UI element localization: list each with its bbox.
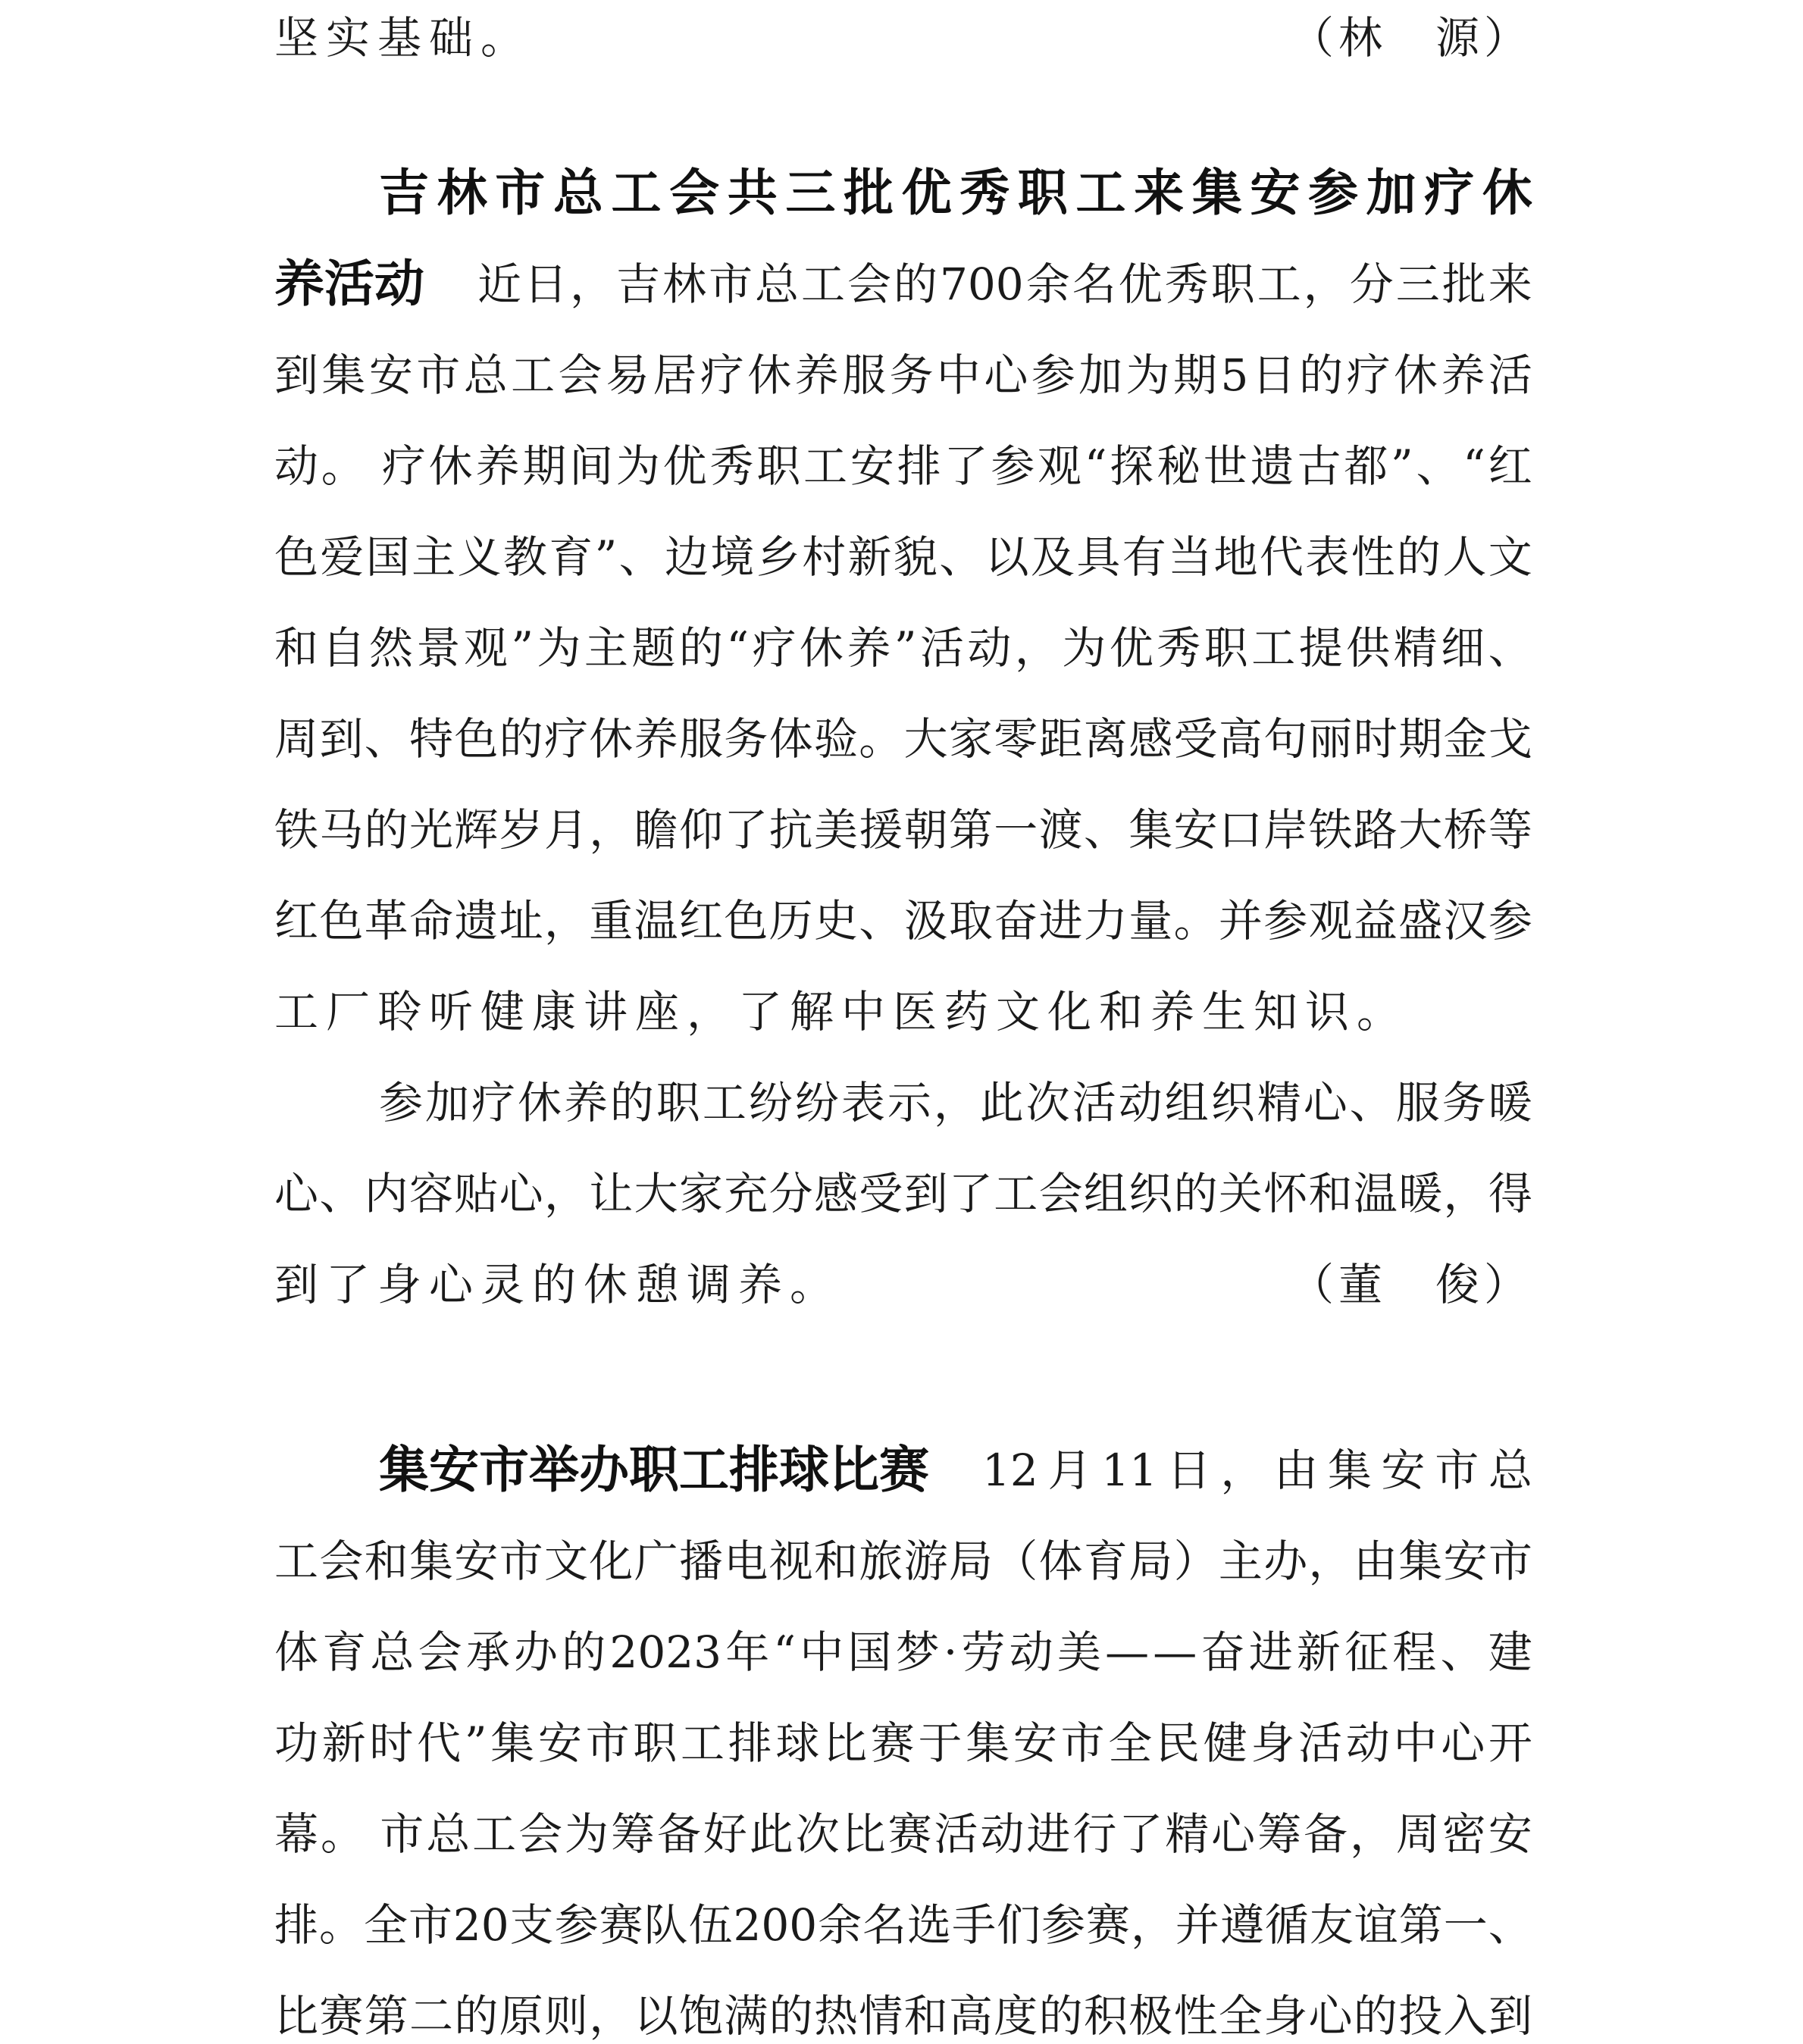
- body-line: 工厂聆听健康讲座，了解中医药文化和养生知识。: [274, 986, 1409, 1038]
- body-line: 心 、 内 容 贴 心 ， 让 大 家 充 分 感 受 到 了 工 会 组 织 的 关 怀 和 温 暖 ， 得: [274, 1168, 1532, 1219]
- body-line: 工 会 和 集 安 市 文 化 广 播 电 视 和 旅 游 局 （ 体 育 局 ） 主 办 ， 由 集 安 市: [274, 1535, 1532, 1587]
- body-line: 和 自 然 景 观 ” 为 主 题 的 “ 疗 休 养 ” 活 动 ， 为 优 秀 职 工 提 供 精 细 、: [274, 622, 1532, 674]
- document-page: [274, 0, 1532, 2044]
- body-line: 铁 马 的 光 辉 岁 月 ， 瞻 仰 了 抗 美 援 朝 第 一 渡 、 集 安 口 岸 铁 路 大 桥 等: [274, 804, 1532, 856]
- body-line: 幕 。 市 总 工 会 为 筹 备 好 此 次 比 赛 活 动 进 行 了 精 心 筹 备 ， 周 密 安: [274, 1808, 1532, 1860]
- article-title-line: [379, 1440, 1532, 1501]
- body-line: 比 赛 第 二 的 原 则 ， 以 饱 满 的 热 情 和 高 度 的 积 极 性 全 身 心 的 投 入 到: [274, 1990, 1532, 2042]
- article-tail-line: 坚实基础。: [274, 12, 533, 64]
- article-title-line-2: [274, 254, 1532, 315]
- article-title: 集安市举办职工排球比赛: [379, 1441, 929, 1499]
- body-line: 周 到 、 特 色 的 疗 休 养 服 务 体 验 。 大 家 零 距 离 感 受 高 句 丽 时 期 金 戈: [274, 713, 1532, 765]
- body-line: 动 。 疗 休 养 期 间 为 优 秀 职 工 安 排 了 参 观 “ 探 秘 世 遗 古 都 ” 、 “ 红: [274, 440, 1532, 492]
- body-line: 功 新 时 代 ” 集 安 市 职 工 排 球 比 赛 于 集 安 市 全 民 健 身 活 动 中 心 开: [274, 1717, 1532, 1769]
- body-line: 排 。 全 市 20 支 参 赛 队 伍 200 余 名 选 手 们 参 赛 ， 并 遵 循 友 谊 第 一 、: [274, 1899, 1532, 1951]
- body-line: 到 集 安 市 总 工 会 易 居 疗 休 养 服 务 中 心 参 加 为 期 5 日 的 疗 休 养 活: [274, 349, 1532, 401]
- body-line: 红 色 革 命 遗 址 ， 重 温 红 色 历 史 、 汲 取 奋 进 力 量 。 并 参 观 益 盛 汉 参: [274, 895, 1532, 947]
- article-title-line-1: 吉 林 市 总 工 会 共 三 批 优 秀 职 工 来 集 安 参 加 疗 休: [379, 164, 1532, 222]
- body-line: 参 加 疗 休 养 的 职 工 纷 纷 表 示 ， 此 次 活 动 组 织 精 心 、 服 务 暖: [379, 1077, 1532, 1128]
- article-body-first-line: 近 日 ， 吉 林 市 总 工 会 的 700 余 名 优 秀 职 工 ， 分 三 批 来: [477, 258, 1532, 310]
- byline-dong-jun: （董 俊）: [1289, 1259, 1532, 1310]
- byline-lin-yuan: （林 源）: [1289, 12, 1532, 64]
- article-title-continuation: 养活动: [274, 255, 424, 313]
- body-line: 色 爱 国 主 义 教 育 ” 、 边 境 乡 村 新 貌 、 以 及 具 有 当 地 代 表 性 的 人 文: [274, 531, 1532, 583]
- body-line: 体 育 总 会 承 办 的 2023 年 “ 中 国 梦 · 劳 动 美 — — 奋 进 新 征 程 、 建: [274, 1626, 1532, 1678]
- article-body-first-line: 12 月 11 日 ， 由 集 安 市 总: [982, 1445, 1532, 1496]
- body-line: 到了身心灵的休憩调养。: [274, 1259, 842, 1310]
